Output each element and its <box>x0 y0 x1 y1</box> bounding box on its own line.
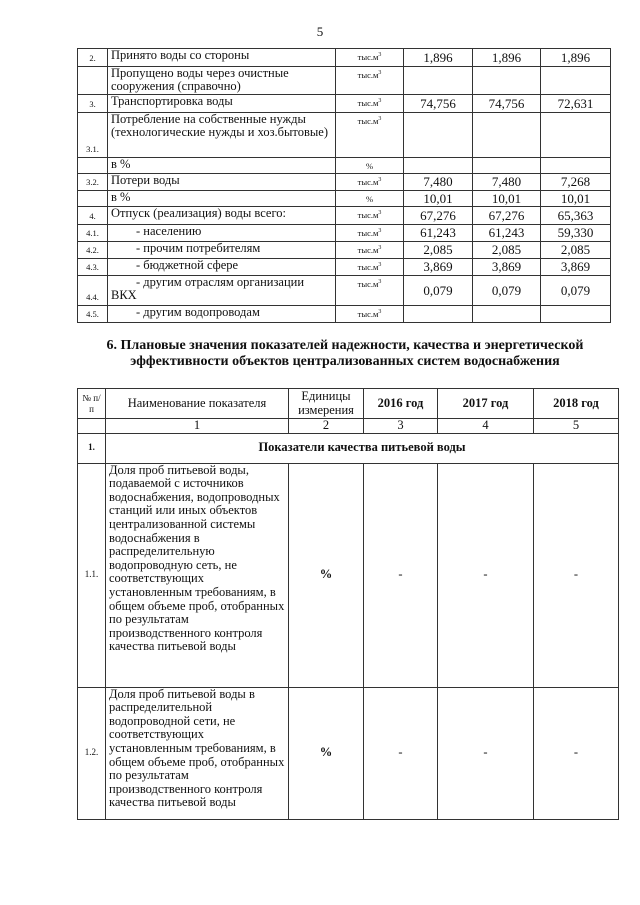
value-2016 <box>404 305 473 322</box>
row-name: - населению <box>108 224 336 241</box>
value-2018: 65,363 <box>541 206 611 224</box>
row-unit: $тыс.м^3$ <box>336 224 404 241</box>
table-row <box>78 190 611 206</box>
row-name: в % <box>108 190 336 206</box>
row-number <box>78 67 108 95</box>
row-unit: $тыс.м^3$ <box>336 49 404 67</box>
table-row <box>78 687 619 819</box>
index-cell: 1 <box>106 419 289 434</box>
value-2017: 0,079 <box>473 275 541 305</box>
indicator-name: Доля проб питьевой воды в распределительной водопроводной сети, не соответствующих установленным требованиям, в общем объеме проб, отобранных по результатам производственного контроля качества питьевой воды <box>106 687 289 819</box>
row-unit: % <box>336 190 404 206</box>
value-2016: - <box>364 463 438 687</box>
row-number: 2. <box>78 49 108 67</box>
value-2016 <box>404 158 473 174</box>
indicator-unit: % <box>289 463 364 687</box>
header-number: № п/п <box>78 389 106 419</box>
value-2018: 2,085 <box>541 241 611 258</box>
value-2018 <box>541 158 611 174</box>
table-row <box>78 95 611 113</box>
value-2018: 7,268 <box>541 173 611 190</box>
header-indicator-name: Наименование показателя <box>106 389 289 419</box>
index-cell-empty <box>78 419 106 434</box>
row-number: 1.2. <box>78 687 106 819</box>
row-unit: $тыс.м^3$ <box>336 67 404 95</box>
value-2018 <box>541 67 611 95</box>
value-2017: 2,085 <box>473 241 541 258</box>
row-number: 4. <box>78 206 108 224</box>
table-row <box>78 67 611 95</box>
row-number: 4.4. <box>78 275 108 305</box>
value-2016: 61,243 <box>404 224 473 241</box>
row-number: 1.1. <box>78 463 106 687</box>
value-2017: 3,869 <box>473 258 541 275</box>
value-2017 <box>473 158 541 174</box>
row-name: - прочим потребителям <box>108 241 336 258</box>
row-unit: $тыс.м^3$ <box>336 305 404 322</box>
row-name: - другим водопроводам <box>108 305 336 322</box>
header-2017: 2017 год <box>438 389 534 419</box>
row-number: 4.2. <box>78 241 108 258</box>
table-row <box>78 275 611 305</box>
table-row <box>78 173 611 190</box>
indicator-name: Доля проб питьевой воды, подаваемой с источников водоснабжения, водопроводных станций или иных объектов централизованной системы водоснабжения в распределительную водопроводную сеть, не соответствующих установленным требованиям, в общем объеме проб, отобранных по результатам производственного контроля качества питьевой воды <box>106 463 289 687</box>
row-number <box>78 190 108 206</box>
value-2016: - <box>364 687 438 819</box>
value-2017 <box>473 305 541 322</box>
value-2018: - <box>534 463 619 687</box>
value-2017 <box>473 67 541 95</box>
row-number: 4.5. <box>78 305 108 322</box>
indicator-unit: % <box>289 687 364 819</box>
row-number: 4.3. <box>78 258 108 275</box>
value-2018: 10,01 <box>541 190 611 206</box>
value-2016 <box>404 113 473 158</box>
row-unit: $тыс.м^3$ <box>336 241 404 258</box>
table-row <box>78 49 611 67</box>
header-unit: Единицы измерения <box>289 389 364 419</box>
row-number: 3. <box>78 95 108 113</box>
table-row <box>78 305 611 322</box>
table-row <box>78 158 611 174</box>
table-row <box>78 206 611 224</box>
index-row <box>78 419 619 434</box>
table-row <box>78 241 611 258</box>
value-2018: 59,330 <box>541 224 611 241</box>
row-name: Отпуск (реализация) воды всего: <box>108 206 336 224</box>
value-2018: 72,631 <box>541 95 611 113</box>
value-2016: 7,480 <box>404 173 473 190</box>
row-name: Потери воды <box>108 173 336 190</box>
value-2018: 0,079 <box>541 275 611 305</box>
table-row <box>78 224 611 241</box>
row-name: Транспортировка воды <box>108 95 336 113</box>
value-2018 <box>541 113 611 158</box>
value-2017: 7,480 <box>473 173 541 190</box>
value-2017 <box>473 113 541 158</box>
index-cell: 5 <box>534 419 619 434</box>
value-2016: 67,276 <box>404 206 473 224</box>
section-heading: Показатели качества питьевой воды <box>106 433 619 463</box>
table-row <box>78 463 619 687</box>
value-2016: 1,896 <box>404 49 473 67</box>
value-2018: 3,869 <box>541 258 611 275</box>
row-number <box>78 158 108 174</box>
row-unit: $тыс.м^3$ <box>336 206 404 224</box>
section-6-title: 6. Плановые значения показателей надежности, качества и энергетической эффективности объектов централизованных систем водоснабжения <box>106 338 584 369</box>
value-2018: 1,896 <box>541 49 611 67</box>
value-2018 <box>541 305 611 322</box>
row-number: 3.1. <box>78 113 108 158</box>
table-header-row <box>78 389 619 419</box>
value-2016: 74,756 <box>404 95 473 113</box>
row-name: в % <box>108 158 336 174</box>
value-2017: 10,01 <box>473 190 541 206</box>
value-2016: 10,01 <box>404 190 473 206</box>
row-name: Принято воды со стороны <box>108 49 336 67</box>
row-name: - другим отраслям организации ВКХ <box>108 275 336 305</box>
value-2017: 67,276 <box>473 206 541 224</box>
value-2017: - <box>438 687 534 819</box>
row-name: - бюджетной сфере <box>108 258 336 275</box>
row-unit: $тыс.м^3$ <box>336 95 404 113</box>
indicators-table <box>77 388 619 820</box>
header-2018: 2018 год <box>534 389 619 419</box>
value-2017: - <box>438 463 534 687</box>
value-2016 <box>404 67 473 95</box>
value-2017: 61,243 <box>473 224 541 241</box>
row-unit: $тыс.м^3$ <box>336 275 404 305</box>
value-2018: - <box>534 687 619 819</box>
row-name: Пропущено воды через очистные сооружения (справочно) <box>108 67 336 95</box>
section-row <box>78 433 619 463</box>
row-number: 4.1. <box>78 224 108 241</box>
row-unit: $тыс.м^3$ <box>336 258 404 275</box>
row-name: Потребление на собственные нужды (технологические нужды и хоз.бытовые) <box>108 113 336 158</box>
value-2017: 74,756 <box>473 95 541 113</box>
row-number: 3.2. <box>78 173 108 190</box>
table-row <box>78 113 611 158</box>
index-cell: 4 <box>438 419 534 434</box>
value-2017: 1,896 <box>473 49 541 67</box>
table-row <box>78 258 611 275</box>
value-2016: 3,869 <box>404 258 473 275</box>
row-unit: % <box>336 158 404 174</box>
page-number: 5 <box>316 24 324 39</box>
water-balance-table <box>77 48 611 323</box>
header-2016: 2016 год <box>364 389 438 419</box>
index-cell: 2 <box>289 419 364 434</box>
index-cell: 3 <box>364 419 438 434</box>
value-2016: 2,085 <box>404 241 473 258</box>
row-unit: $тыс.м^3$ <box>336 113 404 158</box>
section-number: 1. <box>78 433 106 463</box>
value-2016: 0,079 <box>404 275 473 305</box>
row-unit: $тыс.м^3$ <box>336 173 404 190</box>
